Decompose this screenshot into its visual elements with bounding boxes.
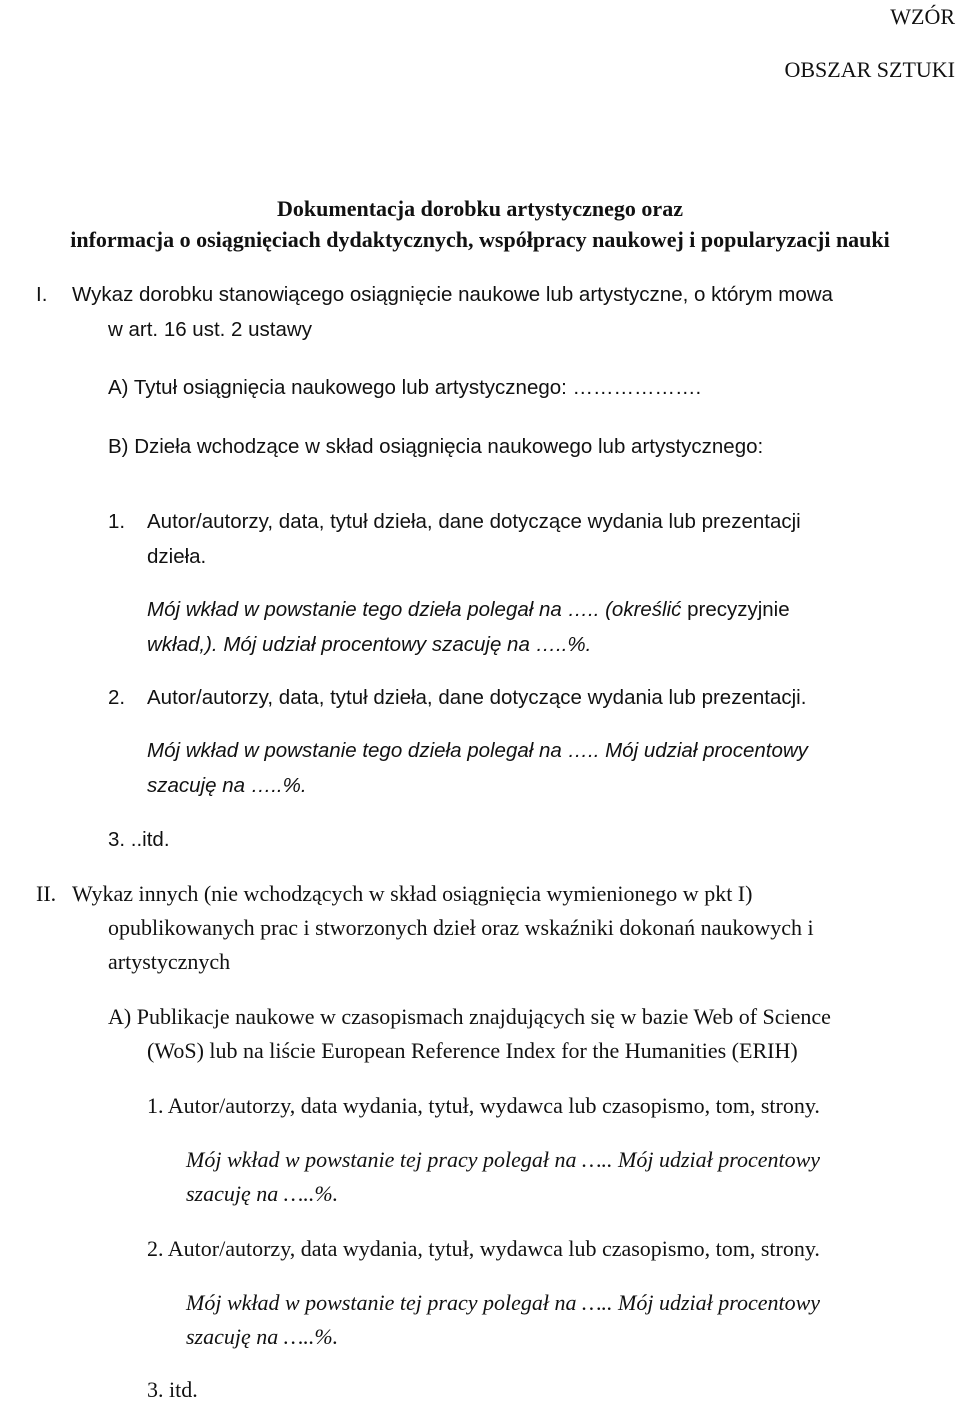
section-1-heading-line1: Wykaz dorobku stanowiącego osiągnięcie naukowe lub artystyczne, o którym mowa — [72, 283, 833, 306]
publication-2-contribution-line2: szacuję na …..%. — [186, 1324, 339, 1349]
item-2-contribution-line1: Mój wkład w powstanie tego dzieła polegał na ….. Mój udział procentowy — [147, 739, 808, 762]
area-label: OBSZAR SZTUKI — [784, 57, 955, 82]
item-2-number: 2. — [108, 686, 126, 709]
item-3: 3. ..itd. — [108, 828, 170, 851]
wzor-stamp: WZÓR — [890, 4, 955, 29]
publication-1: 1. Autor/autorzy, data wydania, tytuł, wydawca lub czasopismo, tom, strony. — [147, 1093, 820, 1118]
section-1-number: I. — [36, 283, 48, 306]
doc-title-line1: Dokumentacja dorobku artystycznego oraz — [277, 196, 683, 221]
item-2-line1: Autor/autorzy, data, tytuł dzieła, dane dotyczące wydania lub prezentacji. — [147, 686, 807, 709]
item-1-contribution-line1 — [147, 593, 790, 627]
item-1-line1: Autor/autorzy, data, tytuł dzieła, dane dotyczące wydania lub prezentacji — [147, 510, 801, 533]
publication-2-contribution-line1: Mój wkład w powstanie tej pracy polegał na ….. Mój udział procentowy — [186, 1290, 821, 1315]
section-2-heading-line2: opublikowanych prac i stworzonych dzieł oraz wskaźniki dokonań naukowych i — [108, 915, 814, 940]
section-2-number: II. — [36, 881, 57, 906]
item-1-number: 1. — [108, 510, 126, 533]
section-1-heading-line2: w art. 16 ust. 2 ustawy — [108, 318, 312, 341]
item-2-contribution-line2: szacuję na …..%. — [147, 774, 307, 797]
item-1-contribution-line2: wkład,). Mój udział procentowy szacuję na …..%. — [147, 633, 592, 656]
subsection-2a-line2: (WoS) lub na liście European Reference Index for the Humanities (ERIH) — [147, 1038, 798, 1063]
item-1-contribution-plain: precyzyjnie — [681, 598, 790, 621]
publication-1-contribution-line2: szacuję na …..%. — [186, 1181, 339, 1206]
doc-title-line2: informacja o osiągnięciach dydaktycznych, współpracy naukowej i popularyzacji nauki — [70, 227, 890, 252]
item-1-contribution-italic: Mój wkład w powstanie tego dzieła polegał na ….. (określić — [147, 598, 682, 621]
publication-3: 3. itd. — [147, 1377, 198, 1402]
section-2-heading-line1: Wykaz innych (nie wchodzących w skład osiągnięcia wymienionego w pkt I) — [72, 881, 753, 906]
publication-1-contribution-line1: Mój wkład w powstanie tej pracy polegał na ….. Mój udział procentowy — [186, 1147, 821, 1172]
item-1-line2: dzieła. — [147, 545, 207, 568]
publication-2: 2. Autor/autorzy, data wydania, tytuł, wydawca lub czasopismo, tom, strony. — [147, 1236, 820, 1261]
section-2-heading-line3: artystycznych — [108, 949, 231, 974]
subsection-2a-line1: A) Publikacje naukowe w czasopismach znajdujących się w bazie Web of Science — [108, 1004, 831, 1029]
subsection-1a: A) Tytuł osiągnięcia naukowego lub artystycznego: ………………. — [108, 376, 702, 399]
subsection-1b: B) Dzieła wchodzące w skład osiągnięcia naukowego lub artystycznego: — [108, 435, 764, 458]
